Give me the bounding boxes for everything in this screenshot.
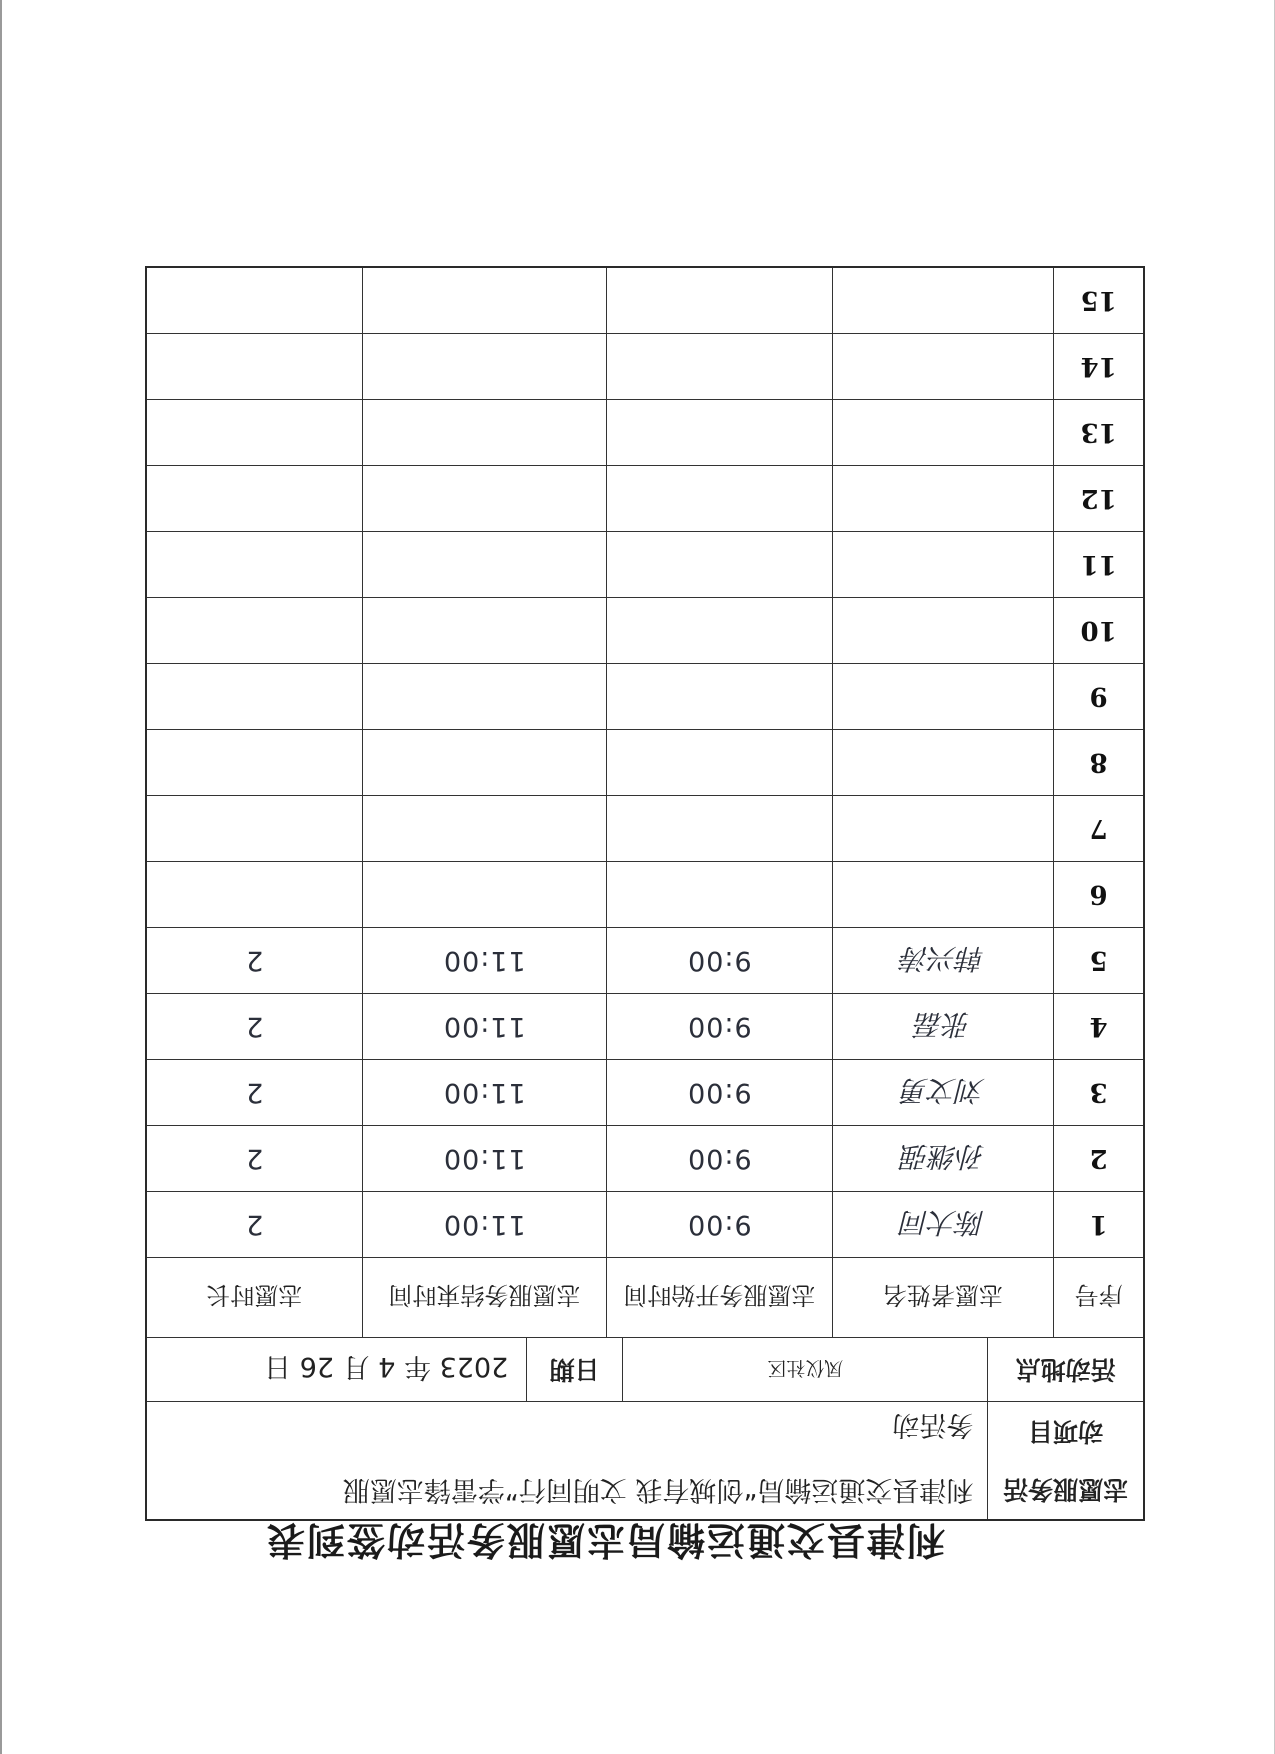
header-start-time: 志愿服务开始时间	[607, 1258, 833, 1337]
volunteer-hours	[147, 268, 363, 333]
row-number: 13	[1080, 417, 1117, 448]
start-time	[607, 796, 833, 861]
start-time: 9:00	[607, 928, 833, 993]
activity-value	[147, 1402, 988, 1519]
volunteer-name: 陈大同	[833, 1192, 1055, 1257]
start-time	[607, 532, 833, 597]
volunteer-name	[833, 466, 1055, 531]
sign-in-form	[145, 266, 1145, 1521]
end-time	[363, 730, 608, 795]
table-row	[147, 400, 1143, 466]
end-time	[363, 334, 608, 399]
start-time: 9:00	[607, 1126, 833, 1191]
end-time	[363, 400, 608, 465]
row-number: 8	[1089, 747, 1108, 778]
table-row	[147, 664, 1143, 730]
row-number: 4	[1089, 1011, 1108, 1042]
row-number: 12	[1080, 483, 1117, 514]
row-number: 10	[1080, 615, 1117, 646]
start-time: 9:00	[607, 994, 833, 1059]
activity-value-line1: 利津县交通运输局“创城有我 文明同行”学雷锋志愿服	[342, 1474, 974, 1506]
start-time	[607, 268, 833, 333]
volunteer-hours	[147, 730, 363, 795]
volunteer-hours	[147, 334, 363, 399]
volunteer-hours: 2	[147, 1060, 363, 1125]
header-hours: 志愿时长	[147, 1258, 363, 1337]
start-time	[607, 466, 833, 531]
end-time	[363, 598, 608, 663]
date-label: 日期	[527, 1338, 623, 1401]
end-time	[363, 862, 608, 927]
header-name: 志愿者姓名	[833, 1258, 1055, 1337]
volunteer-hours	[147, 400, 363, 465]
row-number: 2	[1089, 1143, 1108, 1174]
volunteer-hours	[147, 532, 363, 597]
end-time: 11:00	[363, 1060, 608, 1125]
date-value: 2023 年 4 月 26 日	[147, 1338, 527, 1401]
table-row	[147, 796, 1143, 862]
start-time	[607, 334, 833, 399]
row-number: 9	[1089, 681, 1108, 712]
volunteer-hours: 2	[147, 1192, 363, 1257]
table-row	[147, 532, 1143, 598]
start-time	[607, 730, 833, 795]
header-no: 序号	[1074, 1281, 1123, 1309]
row-number: 14	[1080, 351, 1117, 382]
row-number: 7	[1089, 813, 1108, 844]
end-time	[363, 268, 608, 333]
table-row	[147, 1192, 1143, 1258]
volunteer-hours: 2	[147, 994, 363, 1059]
table-row	[147, 268, 1143, 334]
volunteer-name: 孙继强	[833, 1126, 1055, 1191]
volunteer-name	[833, 730, 1055, 795]
start-time	[607, 664, 833, 729]
volunteer-hours	[147, 796, 363, 861]
activity-row	[147, 1402, 1143, 1519]
volunteer-hours	[147, 664, 363, 729]
start-time: 9:00	[607, 1060, 833, 1125]
volunteer-hours	[147, 598, 363, 663]
table-row	[147, 598, 1143, 664]
location-label: 活动地点	[1015, 1355, 1116, 1385]
table-row	[147, 466, 1143, 532]
volunteer-name	[833, 862, 1055, 927]
table-row	[147, 334, 1143, 400]
volunteer-name	[833, 268, 1055, 333]
row-number: 6	[1089, 879, 1108, 910]
volunteer-name	[833, 796, 1055, 861]
start-time: 9:00	[607, 1192, 833, 1257]
end-time: 11:00	[363, 1126, 608, 1191]
table-row	[147, 862, 1143, 928]
volunteer-name	[833, 334, 1055, 399]
end-time	[363, 532, 608, 597]
volunteer-name	[833, 532, 1055, 597]
location-value: 凤仪社区	[623, 1338, 988, 1401]
activity-label	[988, 1402, 1143, 1519]
start-time	[607, 598, 833, 663]
volunteer-hours	[147, 862, 363, 927]
end-time	[363, 796, 608, 861]
header-end-time: 志愿服务结束时间	[363, 1258, 608, 1337]
location-date-row	[147, 1338, 1143, 1402]
volunteer-name	[833, 598, 1055, 663]
table-row	[147, 1060, 1143, 1126]
end-time: 11:00	[363, 994, 608, 1059]
volunteer-name: 韩兴涛	[833, 928, 1055, 993]
row-number: 3	[1089, 1077, 1108, 1108]
volunteer-name	[833, 664, 1055, 729]
row-number: 5	[1089, 945, 1108, 976]
volunteer-name: 刘文勇	[833, 1060, 1055, 1125]
volunteer-hours	[147, 466, 363, 531]
end-time	[363, 466, 608, 531]
row-number: 15	[1080, 285, 1117, 316]
activity-label-line2: 动项目	[1028, 1417, 1104, 1447]
volunteer-hours: 2	[147, 1126, 363, 1191]
volunteer-hours: 2	[147, 928, 363, 993]
volunteer-name	[833, 400, 1055, 465]
start-time	[607, 862, 833, 927]
table-row	[147, 928, 1143, 994]
table-header-row	[147, 1258, 1143, 1338]
table-row	[147, 994, 1143, 1060]
page-title: 利津县交通运输局志愿服务活动签到表	[265, 1518, 946, 1563]
table-row	[147, 730, 1143, 796]
row-number: 11	[1080, 549, 1117, 580]
activity-value-line2: 务活动	[892, 1409, 974, 1441]
volunteer-name: 张磊	[833, 994, 1055, 1059]
start-time	[607, 400, 833, 465]
activity-label-line1: 志愿服务活	[1003, 1474, 1129, 1504]
table-row	[147, 1126, 1143, 1192]
end-time: 11:00	[363, 1192, 608, 1257]
end-time: 11:00	[363, 928, 608, 993]
end-time	[363, 664, 608, 729]
row-number: 1	[1089, 1209, 1108, 1240]
